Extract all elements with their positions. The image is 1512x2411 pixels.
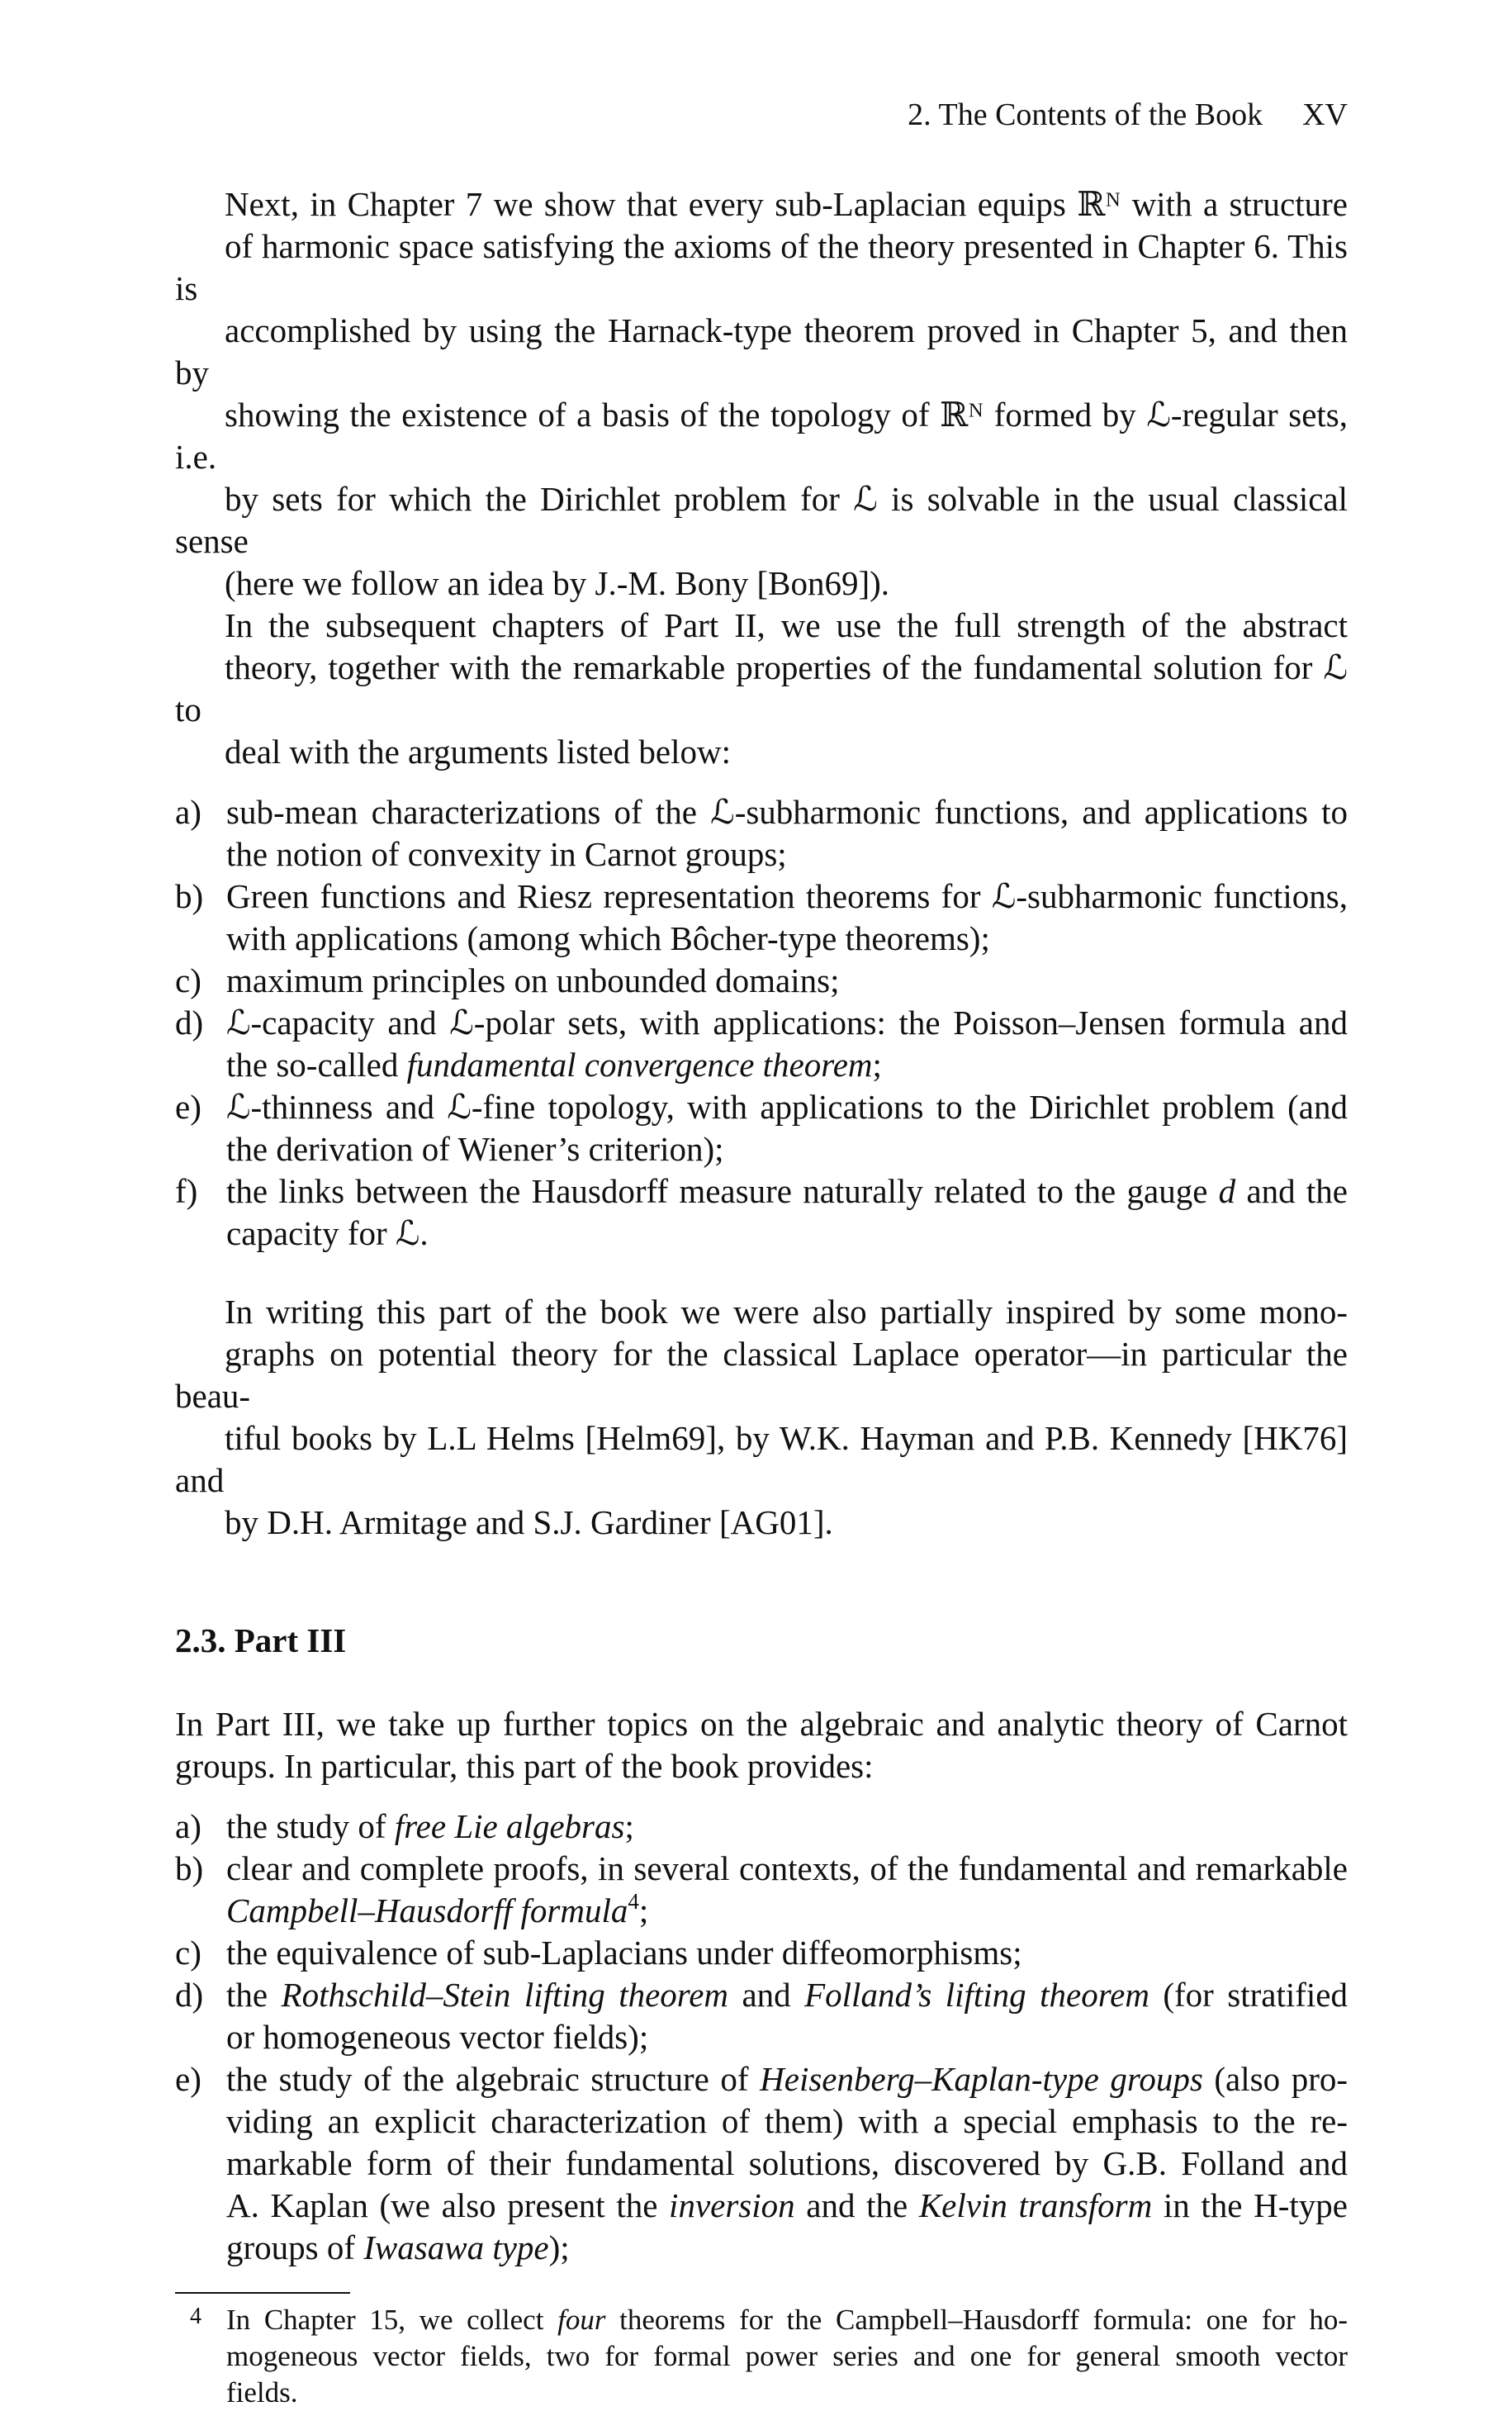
paragraph-inspiration (175, 1291, 1348, 1544)
list-item: b) Green functions and Riesz representation theorems for ℒ-subharmonic functions, with applications (among which Bôcher-type theorems); (175, 877, 1348, 957)
part2-topics-list (175, 791, 1348, 1255)
text-line: theory, together with the remarkable properties of the fundamental solution for ℒ to (175, 648, 1348, 729)
text-line: by D.H. Armitage and S.J. Gardiner [AG01]. (225, 1503, 833, 1541)
page-number: XV (1302, 97, 1348, 132)
text-line: deal with the arguments listed below: (225, 733, 731, 771)
list-item: d) the Rothschild–Stein lifting theorem and Folland’s lifting theorem (for stratified or homogeneous vector fields); (175, 1976, 1348, 2056)
text-line: by sets for which the Dirichlet problem for ℒ is solvable in the usual classical sense (175, 480, 1348, 560)
list-item: e) ℒ-thinness and ℒ-fine topology, with applications to the Dirichlet problem (and the derivation of Wiener’s criterion); (175, 1088, 1348, 1168)
footnote: 4 In Chapter 15, we collect four theorems for the Campbell–Hausdorff formula: one for ho- mogeneous vector fields, two for formal power series and one for general smooth vector fields. (175, 2302, 1348, 2411)
paragraph-chapter7 (175, 183, 1348, 605)
text-line: of harmonic space satisfying the axioms of the theory presented in Chapter 6. This is (175, 227, 1348, 307)
running-header-title: 2. The Contents of the Book (908, 97, 1263, 132)
footnote-divider (175, 2292, 350, 2294)
text-line: groups. In particular, this part of the book provides: (175, 1747, 874, 1785)
list-item: c) the equivalence of sub-Laplacians under diffeomorphisms; (175, 1934, 1022, 1972)
text-line: showing the existence of a basis of the topology of ℝᴺ formed by ℒ-regular sets, i.e. (175, 396, 1348, 476)
footnote-mark: 4 (190, 2304, 201, 2329)
running-header (908, 99, 1348, 131)
part3-topics-list (175, 1806, 1348, 2269)
text-line: graphs on potential theory for the classical Laplace operator—in particular the beau- (175, 1335, 1348, 1415)
text-line: tiful books by L.L Helms [Helm69], by W.K. Hayman and P.B. Kennedy [HK76] and (175, 1419, 1348, 1499)
section-heading: 2.3. Part III (175, 1621, 347, 1659)
text-line: accomplished by using the Harnack-type theorem proved in Chapter 5, and then by (175, 311, 1348, 392)
list-item: c) maximum principles on unbounded domains; (175, 961, 840, 999)
text-line: In Part III, we take up further topics on the algebraic and analytic theory of Carnot (175, 1705, 1348, 1743)
text-line: In writing this part of the book we were also partially inspired by some mono- (225, 1293, 1348, 1331)
footnote-ref[interactable]: 4 (628, 1889, 639, 1914)
list-item: b) clear and complete proofs, in several contexts, of the fundamental and remarkable Campbell–Hausdorff formula$^4$; (175, 1849, 1348, 1929)
list-item: a) sub-mean characterizations of the ℒ-subharmonic functions, and applications to the notion of convexity in Carnot groups; (175, 793, 1348, 873)
text-line: (here we follow an idea by J.-M. Bony [Bon69]). (225, 564, 890, 602)
text-line: In the subsequent chapters of Part II, we use the full strength of the abstract (225, 606, 1348, 644)
text-line: Next, in Chapter 7 we show that every sub-Laplacian equips ℝᴺ with a structure (225, 185, 1348, 223)
list-item: e) the study of the algebraic structure of Heisenberg–Kaplan-type groups (also pro- viding an explicit characterization of them) with a special emphasis to the re- markable form of their fundamental solutions, discovered by G.B. Folland and A. Kaplan (we also present the inversion and the Kelvin transform in the H-type groups of Iwasawa type); (175, 2060, 1348, 2266)
list-item: a) the study of free Lie algebras; (175, 1807, 634, 1845)
paragraph-part3 (175, 1703, 1348, 1787)
list-item: d) ℒ-capacity and ℒ-polar sets, with applications: the Poisson–Jensen formula and the so-called fundamental convergence theorem; (175, 1004, 1348, 1084)
paragraph-part2-chapters (175, 605, 1348, 773)
page-body (175, 183, 1348, 2411)
list-item: f) the links between the Hausdorff measure naturally related to the gauge d and the capacity for ℒ. (175, 1172, 1348, 1252)
